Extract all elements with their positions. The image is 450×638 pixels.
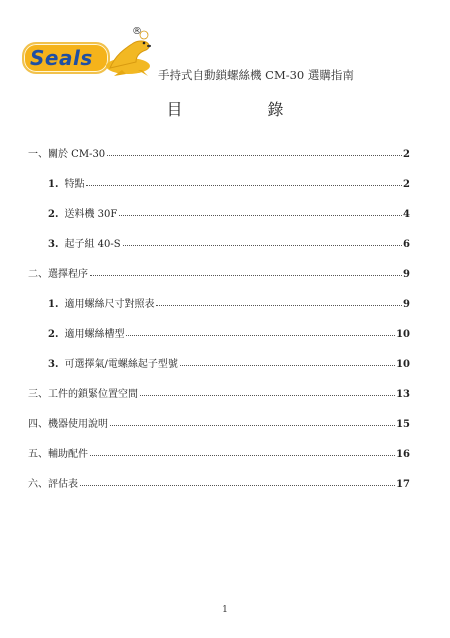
toc-leader-dots (90, 275, 402, 276)
toc-entry-number: 1. (48, 299, 59, 310)
toc-entry-driver-set[interactable] (48, 234, 410, 250)
toc-leader-dots (140, 395, 395, 396)
toc-entry-page: 17 (396, 479, 410, 490)
toc-entry-label: 特點 (64, 179, 85, 190)
toc-leader-dots (86, 185, 402, 186)
toc-entry-page: 9 (403, 269, 410, 280)
toc-entry-label: 六、評估表 (28, 479, 78, 490)
toc-entry-number: 2. (48, 329, 59, 340)
toc-entry-section-4[interactable] (28, 414, 410, 430)
toc-entry-section-6[interactable] (28, 474, 410, 490)
toc-entry-section-2[interactable] (28, 264, 410, 280)
toc-entry-page: 10 (396, 359, 410, 370)
toc-entry-page: 13 (396, 389, 410, 400)
toc-entry-label: 三、工件的鎖緊位置空間 (28, 389, 138, 400)
toc-entry-number: 1. (48, 179, 59, 190)
toc-entry-page: 15 (396, 419, 410, 430)
toc-leader-dots (119, 215, 402, 216)
logo-text: Seals (30, 46, 93, 70)
toc-entry-label: 二、選擇程序 (28, 269, 88, 280)
toc-entry-label: 適用螺絲槽型 (64, 329, 125, 340)
toc-entry-feeder[interactable] (48, 204, 410, 220)
toc-entry-number: 3. (48, 359, 59, 370)
toc-leader-dots (110, 425, 395, 426)
toc-entry-screw-slot-types[interactable] (48, 324, 410, 340)
toc-entry-label: 四、機器使用說明 (28, 419, 108, 430)
toc-leader-dots (180, 365, 395, 366)
document-subtitle: 手持式自動鎖螺絲機 CM-30 選購指南 (158, 68, 354, 82)
toc-entry-label: 五、輔助配件 (28, 449, 88, 460)
page-number: 1 (222, 605, 228, 615)
toc-entry-features[interactable] (48, 174, 410, 190)
toc-entry-page: 16 (396, 449, 410, 460)
toc-entry-page: 10 (396, 329, 410, 340)
toc-leader-dots (126, 335, 395, 336)
toc-entry-section-5[interactable] (28, 444, 410, 460)
toc-entry-label: 送料機 30F (64, 209, 118, 220)
toc-entry-label: 起子組 40-S (64, 239, 121, 250)
toc-entry-page: 9 (403, 299, 410, 310)
registered-mark: ® (132, 26, 142, 37)
toc-title: 目 錄 (166, 100, 324, 119)
toc-entry-page: 2 (403, 179, 410, 190)
toc-entry-page: 6 (403, 239, 410, 250)
toc-entry-number: 2. (48, 209, 59, 220)
toc-entry-label: 一、關於 CM-30 (28, 149, 106, 160)
toc-entry-driver-models[interactable] (48, 354, 410, 370)
toc-leader-dots (90, 455, 395, 456)
toc-leader-dots (80, 485, 395, 486)
toc-entry-screw-size-table[interactable] (48, 294, 410, 310)
toc-entry-label: 適用螺絲尺寸對照表 (64, 299, 155, 310)
toc-entry-page: 2 (403, 149, 410, 160)
toc-entry-page: 4 (403, 209, 410, 220)
toc-entry-number: 3. (48, 239, 59, 250)
toc-entry-label: 可選擇氣/電螺絲起子型號 (64, 359, 178, 370)
toc-entry-section-3[interactable] (28, 384, 410, 400)
toc-entry-section-1[interactable] (28, 144, 410, 160)
toc-leader-dots (107, 155, 402, 156)
toc-leader-dots (156, 305, 402, 306)
toc-leader-dots (123, 245, 402, 246)
